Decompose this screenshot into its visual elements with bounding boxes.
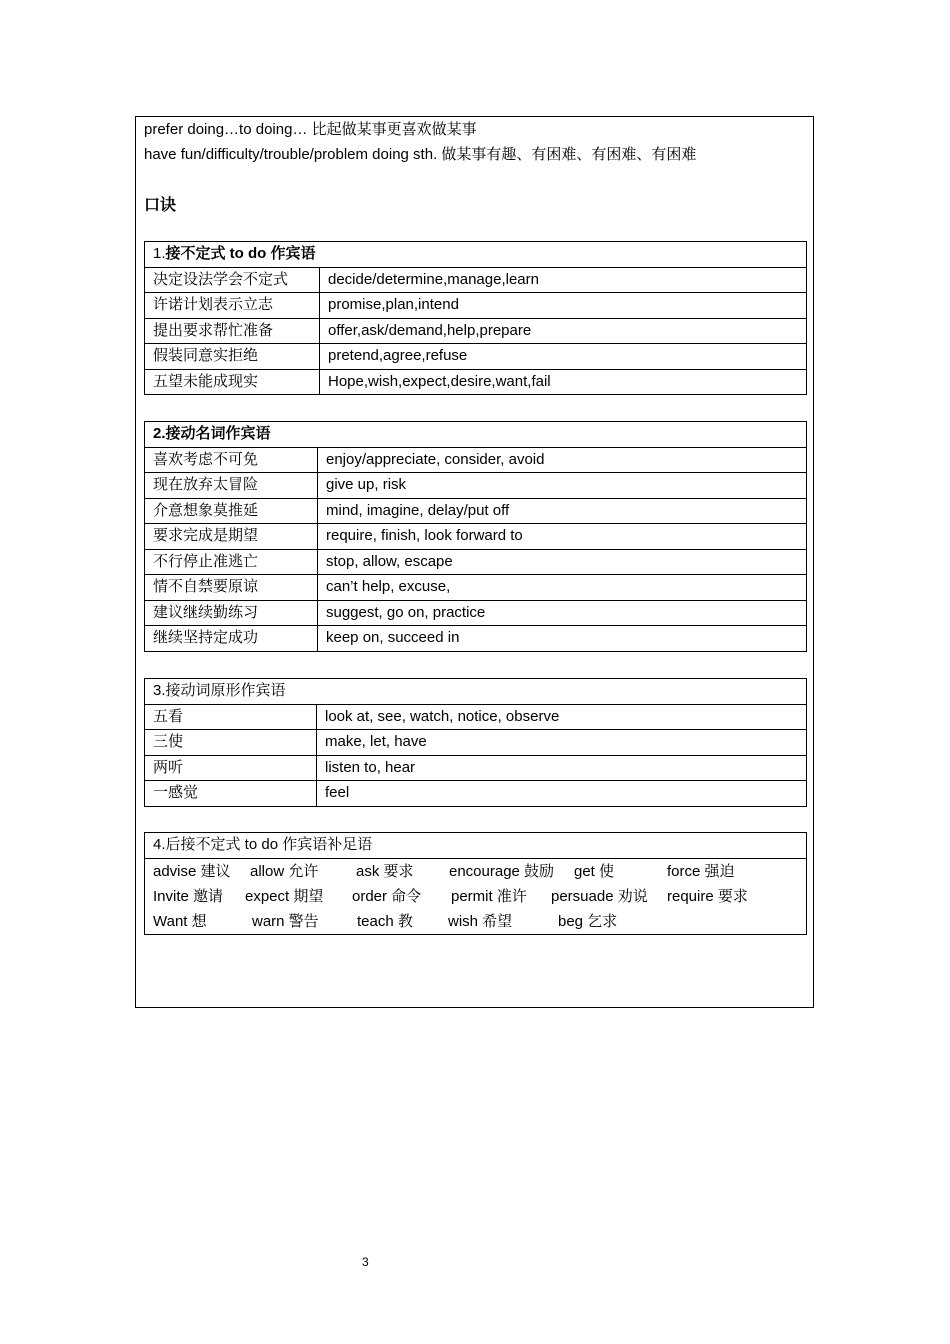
verbs-cell: decide/determine,manage,learn <box>320 267 807 293</box>
mnemonic-heading: 口诀 <box>144 197 177 214</box>
table-row <box>145 473 807 499</box>
verbs-cell: listen to, hear <box>317 755 807 781</box>
verbs-cell: make, let, have <box>317 730 807 756</box>
table-row <box>145 781 807 807</box>
table-bare-infinitive-object <box>144 678 807 807</box>
verbs-cell: look at, see, watch, notice, observe <box>317 704 807 730</box>
table-row <box>145 858 807 934</box>
table-title-row <box>145 833 807 859</box>
table-row <box>145 730 807 756</box>
table-row <box>145 344 807 370</box>
table-row <box>145 704 807 730</box>
verbs-cell: suggest, go on, practice <box>318 600 807 626</box>
verb-item: teach 教 <box>357 912 413 930</box>
table-row <box>145 369 807 395</box>
mnemonic-cell: 一感觉 <box>145 781 317 807</box>
table-gerund-object <box>144 421 807 652</box>
table-row <box>145 447 807 473</box>
mnemonic-cell: 两听 <box>145 755 317 781</box>
verbs-cell: enjoy/appreciate, consider, avoid <box>318 447 807 473</box>
verb-item: advise 建议 <box>153 862 231 880</box>
verbs-cell: require, finish, look forward to <box>318 524 807 550</box>
verb-item: permit 准许 <box>451 887 527 905</box>
verbs-cell: offer,ask/demand,help,prepare <box>320 318 807 344</box>
page-number: 3 <box>362 1255 369 1269</box>
mnemonic-cell: 情不自禁要原谅 <box>145 575 318 601</box>
table-title: 1.接不定式 to do 作宾语 <box>145 242 807 268</box>
verb-row <box>145 909 806 934</box>
table-infinitive-object <box>144 241 807 395</box>
mnemonic-cell: 五望未能成现实 <box>145 369 320 395</box>
table-title: 3.接动词原形作宾语 <box>145 679 807 705</box>
table-title: 4.后接不定式 to do 作宾语补足语 <box>145 833 807 859</box>
table-row <box>145 755 807 781</box>
mnemonic-cell: 喜欢考虑不可免 <box>145 447 318 473</box>
verb-item: wish 希望 <box>448 912 513 930</box>
table-row <box>145 626 807 652</box>
mnemonic-cell: 决定设法学会不定式 <box>145 267 320 293</box>
table-row <box>145 524 807 550</box>
mnemonic-cell: 三使 <box>145 730 317 756</box>
table-row <box>145 293 807 319</box>
mnemonic-cell: 现在放弃太冒险 <box>145 473 318 499</box>
verb-item: require 要求 <box>667 887 748 905</box>
table-object-complement <box>144 832 807 935</box>
intro-line-1: prefer doing…to doing… 比起做某事更喜欢做某事 <box>144 121 477 138</box>
verbs-cell: stop, allow, escape <box>318 549 807 575</box>
mnemonic-cell: 介意想象莫推延 <box>145 498 318 524</box>
verbs-cell: promise,plan,intend <box>320 293 807 319</box>
table-title-row <box>145 679 807 705</box>
verb-item: Invite 邀请 <box>153 887 224 905</box>
mnemonic-cell: 建议继续勤练习 <box>145 600 318 626</box>
verb-list-cell <box>145 858 807 934</box>
verbs-cell: give up, risk <box>318 473 807 499</box>
verb-row <box>145 884 806 909</box>
table-row <box>145 267 807 293</box>
verb-item: warn 警告 <box>252 912 319 930</box>
verb-item: expect 期望 <box>245 887 324 905</box>
verb-item: ask 要求 <box>356 862 414 880</box>
mnemonic-cell: 假装同意实拒绝 <box>145 344 320 370</box>
verbs-cell: mind, imagine, delay/put off <box>318 498 807 524</box>
table-row <box>145 318 807 344</box>
mnemonic-cell: 不行停止准逃亡 <box>145 549 318 575</box>
mnemonic-cell: 提出要求帮忙准备 <box>145 318 320 344</box>
mnemonic-cell: 要求完成是期望 <box>145 524 318 550</box>
verb-item: persuade 劝说 <box>551 887 648 905</box>
intro-line-2: have fun/difficulty/trouble/problem doing sth. 做某事有趣、有困难、有困难、有困难 <box>144 146 697 163</box>
verb-item: get 使 <box>574 862 615 880</box>
table-title: 2.接动名词作宾语 <box>145 422 807 448</box>
verbs-cell: feel <box>317 781 807 807</box>
verbs-cell: pretend,agree,refuse <box>320 344 807 370</box>
table-row <box>145 600 807 626</box>
mnemonic-cell: 五看 <box>145 704 317 730</box>
verb-item: force 强迫 <box>667 862 735 880</box>
verb-row <box>145 859 806 884</box>
table-row <box>145 575 807 601</box>
verb-item: allow 允许 <box>250 862 319 880</box>
mnemonic-cell: 继续坚持定成功 <box>145 626 318 652</box>
mnemonic-cell: 许诺计划表示立志 <box>145 293 320 319</box>
verbs-cell: keep on, succeed in <box>318 626 807 652</box>
table-title-row <box>145 242 807 268</box>
table-row <box>145 498 807 524</box>
verb-item: Want 想 <box>153 912 207 930</box>
table-row <box>145 549 807 575</box>
verb-item: beg 乞求 <box>558 912 618 930</box>
verbs-cell: Hope,wish,expect,desire,want,fail <box>320 369 807 395</box>
verbs-cell: can’t help, excuse, <box>318 575 807 601</box>
verb-item: order 命令 <box>352 887 422 905</box>
table-title-row <box>145 422 807 448</box>
verb-item: encourage 鼓励 <box>449 862 555 880</box>
